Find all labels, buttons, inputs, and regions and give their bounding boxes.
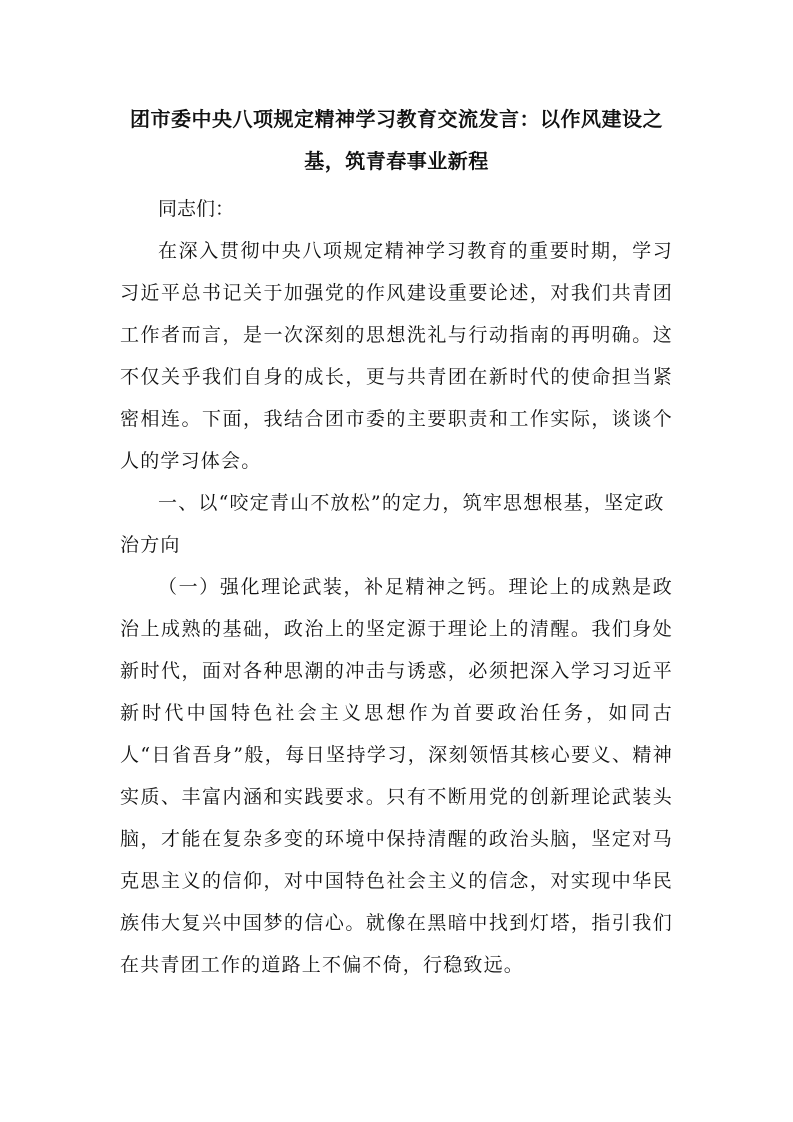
intro-paragraph: 在深入贯彻中央八项规定精神学习教育的重要时期，学习习近平总书记关于加强党的作风建设重要论述，对我们共青团工作者而言，是一次深刻的思想洗礼与行动指南的再明确。这不仅关乎我们自身的成长，更与共青团在新时代的使命担当紧密相连。下面，我结合团市委的主要职责和工作实际，谈谈个人的学习体会。: [120, 240, 673, 472]
salutation: 同志们：: [158, 198, 235, 220]
section-1-item-1-paragraph: （一）强化理论武装，补足精神之钙。理论上的成熟是政治上成熟的基础，政治上的坚定源于理论上的清醒。我们身处新时代，面对各种思潮的冲击与诱惑，必须把深入学习习近平新时代中国特色社会主义思想作为首要政治任务，如同古人“日省吾身”般，每日坚持学习，深刻领悟其核心要义、精神实质、丰富内涵和实践要求。只有不断用党的创新理论武装头脑，才能在复杂多变的环境中保持清醒的政治头脑，坚定对马克思主义的信仰，对中国特色社会主义的信念，对实现中华民族伟大复兴中国梦的信心。就像在黑暗中找到灯塔，指引我们在共青团工作的道路上不偏不倚，行稳致远。: [120, 576, 673, 976]
section-1-heading: 一、以“咬定青山不放松”的定力，筑牢思想根基，坚定政治方向: [120, 492, 665, 556]
document-title: 团市委中央八项规定精神学习教育交流发言：以作风建设之基，筑青春事业新程: [130, 107, 663, 173]
